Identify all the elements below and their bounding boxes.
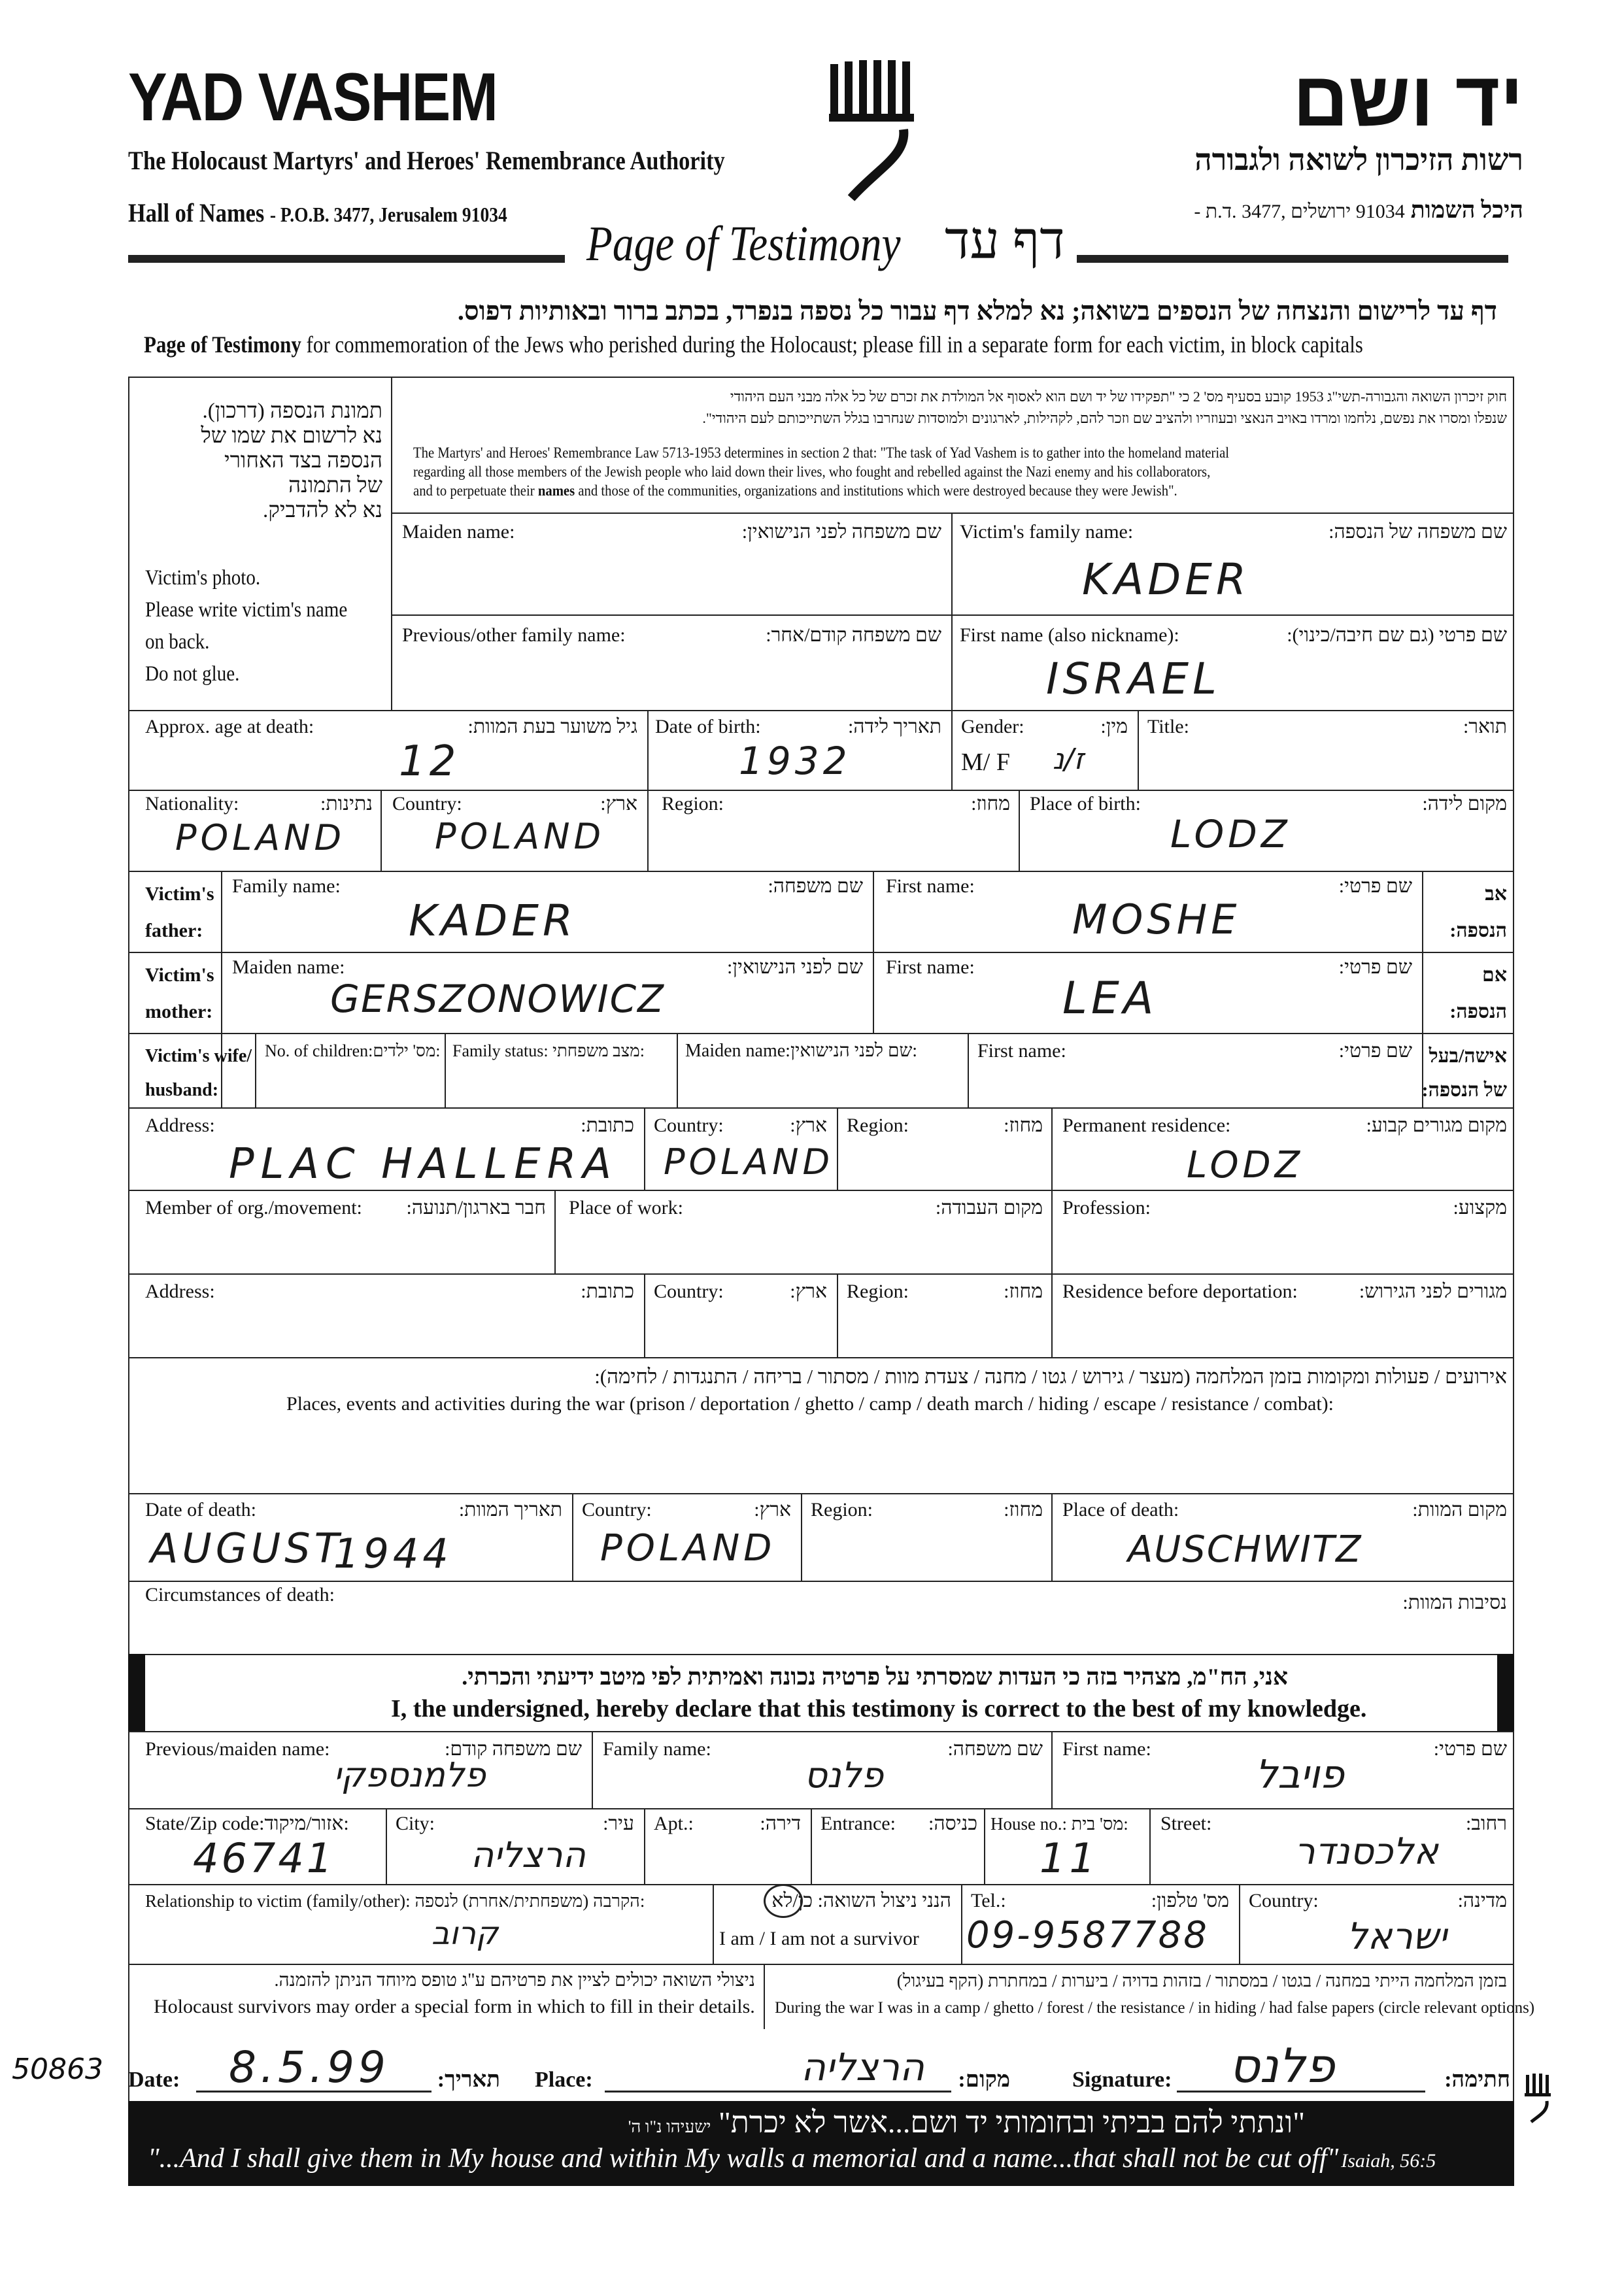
hall-of-names-he: [1072, 196, 1523, 224]
date-of-death-label: Date of death:: [145, 1499, 256, 1521]
death-region-label: Region:: [811, 1499, 873, 1521]
submitter-first-label-he: שם פרטי:: [1433, 1738, 1507, 1760]
maiden-name-label-he: שם משפחה לפני הנישואין:: [741, 521, 941, 543]
submitter-country-label-he: מדינה:: [1457, 1890, 1507, 1911]
profession-label-he: מקצוע:: [1453, 1197, 1507, 1219]
spouse-maiden-label: Maiden name:שם לפני הנישואין:: [685, 1041, 918, 1061]
photo-instructions-he: תמונת הנספה (דרכון). נא לרשום את שמו של הנספה בצד האחורי של התמונה נא לא להדביק.: [201, 399, 382, 522]
place-label-he: מקום:: [958, 2068, 1010, 2092]
nationality-label: Nationality:: [145, 793, 239, 815]
mother-label: Victim's mother:: [145, 964, 214, 1022]
date-label-he: תאריך:: [437, 2068, 500, 2092]
father-family-name[interactable]: KADER: [409, 896, 577, 946]
submitter-family-label-he: שם משפחה:: [947, 1738, 1043, 1760]
father-label-he: אב הנספה:: [1449, 883, 1507, 941]
member-label: Member of org./movement:: [145, 1197, 362, 1219]
victim-place-of-birth[interactable]: LODZ: [1170, 812, 1291, 856]
date-of-death-label-he: תאריך המוות:: [458, 1499, 562, 1521]
submitter-family-name[interactable]: פלנס: [804, 1755, 884, 1796]
tel-label-he: מס' טלפון:: [1151, 1890, 1229, 1911]
father-label: Victim's father:: [145, 883, 214, 941]
death-country[interactable]: POLAND: [600, 1527, 776, 1570]
submitter-relationship[interactable]: קרוב: [431, 1915, 498, 1952]
father-family-label: Family name:: [232, 875, 341, 897]
dob-label: Date of birth:: [655, 716, 761, 737]
apt-label: Apt.:: [654, 1813, 694, 1834]
deport-country-label: Country:: [654, 1281, 724, 1302]
children-label: No. of children:מס' ילדים:: [265, 1041, 441, 1060]
instructions-en-bold: Page of Testimony: [144, 331, 301, 358]
address-label-he: כתובת:: [581, 1115, 634, 1136]
submitter-house-no[interactable]: 11: [1040, 1834, 1099, 1882]
entrance-label-he: כניסה:: [928, 1813, 977, 1834]
deport-region-label-he: מחוז:: [1004, 1281, 1043, 1302]
address-label: Address:: [145, 1115, 215, 1136]
spouse-first-label-he: שם פרטי:: [1338, 1040, 1412, 1062]
victim-address[interactable]: PLAC HALLERA: [229, 1140, 618, 1188]
declaration-he: אני, הח"מ, מצהיר בזה כי העדות שמסרתי על פרטיה נכונה ואמיתית לפי מיטב ידיעתי והכרתי.: [462, 1664, 1288, 1690]
victim-first-name[interactable]: ISRAEL: [1046, 654, 1221, 704]
street-label: Street:: [1160, 1813, 1212, 1834]
mother-first-label: First name:: [886, 956, 975, 978]
org-subtitle-en: The Holocaust Martyrs' and Heroes' Remembrance Authority: [128, 146, 725, 175]
submitter-city[interactable]: הרצליה: [471, 1834, 586, 1875]
submitter-prev-name-label-he: שם משפחה קודם:: [445, 1738, 582, 1760]
pob-label-he: 91034 ירושלים ,3477 .ד.ת -: [1194, 201, 1405, 222]
country-label: Country:: [392, 793, 462, 815]
survivor-form-note-he: ניצולי השואה יכולים לציין את פרטיהם ע"ג טופס מיוחד הניתן להזמנה.: [274, 1970, 755, 1991]
address-country-label: Country:: [654, 1115, 724, 1136]
survivor-label: I am / I am not a survivor: [719, 1928, 919, 1949]
permanent-residence-label-he: מקום מגורים קבוע:: [1366, 1115, 1507, 1136]
victim-address-country[interactable]: POLAND: [664, 1141, 834, 1183]
submitter-tel[interactable]: 09-9587788: [966, 1914, 1209, 1957]
tel-label: Tel.:: [971, 1890, 1006, 1911]
footer-quote-he: "ונתתי להם בביתי ובחומותי יד ושם...אשר לא יכרת" ישעיהו נ"ו ה': [628, 2106, 1305, 2139]
zip-label: State/Zip code:אזור/מיקוד:: [145, 1813, 349, 1834]
relationship-label: Relationship to victim (family/other): הקרבה (משפחתית/אחרת) לנספה:: [145, 1891, 645, 1911]
page-title-en: Page of Testimony: [586, 216, 901, 271]
signature[interactable]: פלנס: [1229, 2038, 1335, 2093]
region-label-he: מחוז:: [971, 793, 1010, 815]
place-of-death[interactable]: AUSCHWITZ: [1128, 1528, 1362, 1571]
org-name-he: יד ושם: [1293, 56, 1523, 143]
place-of-death-label: Place of death:: [1062, 1499, 1179, 1521]
declaration-band-left: [128, 1654, 145, 1731]
submitter-country-label: Country:: [1249, 1890, 1319, 1911]
war-status-note-he: בזמן המלחמה הייתי במחנה / בגטו / במסתור / בזהות בדויה / ביערות / במחתרת (הקף בעיגול): [896, 1971, 1507, 1991]
war-status-note: During the war I was in a camp / ghetto / forest / the resistance / in hiding / had false papers (circle relevant options): [775, 1999, 1535, 2017]
gender-options: M/ F: [961, 748, 1010, 776]
address-region-label: Region:: [847, 1115, 909, 1136]
city-label-he: עיר:: [603, 1813, 634, 1834]
victim-age[interactable]: 12: [399, 737, 460, 786]
org-subtitle-he: רשות הזיכרון לשואה ולגבורה: [1194, 143, 1523, 176]
previous-name-label: Previous/other family name:: [402, 624, 626, 646]
survivor-circle[interactable]: [764, 1884, 803, 1918]
mother-first-name[interactable]: LEA: [1062, 973, 1158, 1024]
entrance-label: Entrance:: [820, 1813, 896, 1834]
instructions-he: דף עד לרישום והנצחה של הנספים בשואה; נא למלא דף עבור כל נספה בנפרד, בכתב ברור ובאותיות דפוס.: [457, 296, 1497, 326]
region-label: Region:: [662, 793, 724, 815]
age-label-he: גיל משוער בעת המוות:: [467, 716, 637, 737]
spouse-first-label: First name:: [977, 1040, 1066, 1062]
mother-maiden-name[interactable]: GERSZONOWICZ: [330, 977, 665, 1021]
deport-region-label: Region:: [847, 1281, 909, 1302]
page-title-he: דף עד: [945, 212, 1065, 270]
date-label: Date:: [128, 2068, 180, 2092]
address-region-label-he: מחוז:: [1004, 1115, 1043, 1136]
margin-number: 50863: [12, 2053, 103, 2086]
family-name-label-he: שם משפחה של הנספה:: [1328, 521, 1507, 543]
father-family-label-he: שם משפחה:: [768, 875, 863, 897]
survivor-label-he: הנני ניצול השואה: כן/לא: [771, 1890, 951, 1911]
footer-quote-en: "...And I shall give them in My house and within My walls a memorial and a name...that shall not be cut off" Isaiah, 56:5: [148, 2143, 1436, 2174]
victim-country[interactable]: POLAND: [435, 816, 605, 857]
place-of-death-label-he: מקום המוות:: [1412, 1499, 1507, 1521]
instructions-en-rest: for commemoration of the Jews who perished during the Holocaust; please fill in a separate form for each victim, in block capitals: [306, 331, 1363, 358]
nationality-label-he: נתינות:: [320, 793, 373, 815]
signature-label-he: חתימה:: [1444, 2068, 1510, 2092]
victim-dob[interactable]: 1932: [739, 739, 851, 783]
footer-menorah-icon: [1523, 2072, 1556, 2125]
father-first-label: First name:: [886, 875, 975, 897]
law-text-he: חוק זיכרון השואה והגבורה-תשי"ג 1953 קובע בסעיף מס' 2 כי "תפקידו של יד ושם הוא לאסוף אל המולדת את זכרם של כל אלה מבני העם היהודי שנפלו ומסרו את נפשם, נלחמו ומרדו באויב הנאצי ובעוזריו ולהציב שם וזכר להם, לקהילות, לארגונים ולמוסדות שנחרבו בגלל השתייכותם לעם היהודי".: [702, 388, 1507, 426]
war-events-label-he: אירועים / פעולות ומקומות בזמן המלחמה (מעצר / גירוש / גטו / מחנה / צעדת מוות / מסתור / בריחה / התנגדות / לחימה):: [594, 1365, 1507, 1388]
country-label-he: ארץ:: [600, 793, 637, 815]
yad-vashem-menorah-logo: [825, 58, 923, 205]
submitter-first-name[interactable]: פויבל: [1255, 1752, 1345, 1798]
org-name-en: YAD VASHEM: [128, 59, 498, 135]
signature-label: Signature:: [1072, 2068, 1172, 2092]
house-no-label: House no.: מס' בית:: [990, 1814, 1128, 1834]
maiden-name-label: Maiden name:: [402, 521, 515, 543]
death-country-label-he: ארץ:: [754, 1499, 791, 1521]
gender-mark[interactable]: ז/נ: [1053, 743, 1084, 776]
address-country-label-he: ארץ:: [790, 1115, 827, 1136]
law-text-en: The Martyrs' and Heroes' Remembrance Law 5713-1953 determines in section 2 that: "The task of Yad Vashem is to gather into the homeland material regarding all those members of the Jewish people who laid down their lives, who fought and rebelled against the Nazi enemy and his collaborators, and to perpetuate their names and those of the communities, organizations and institutions which were destroyed because they were Jewish".: [413, 445, 1230, 499]
family-status-label: Family status: מצב משפחתי:: [452, 1041, 645, 1060]
spouse-label: Victim's wife/ husband:: [145, 1046, 252, 1100]
death-year[interactable]: 1944: [333, 1530, 452, 1577]
street-label-he: רחוב:: [1466, 1813, 1507, 1834]
photo-instructions-en: Victim's photo. Please write victim's name on back. Do not glue.: [145, 566, 348, 686]
declaration-en: I, the undersigned, hereby declare that this testimony is correct to the best of my knowledge.: [391, 1695, 1367, 1723]
father-first-label-he: שם פרטי:: [1338, 875, 1412, 897]
residence-before-deportation-label: Residence before deportation:: [1062, 1281, 1298, 1302]
deport-address-label: Address:: [145, 1281, 215, 1302]
previous-name-label-he: שם משפחה קודם/אחר:: [766, 624, 941, 646]
instructions-en: [144, 331, 1363, 358]
hall-of-names-en: [128, 197, 507, 228]
deport-country-label-he: ארץ:: [790, 1281, 827, 1302]
city-label: City:: [396, 1813, 435, 1834]
place-label: Place:: [535, 2068, 593, 2092]
place-of-birth-label: Place of birth:: [1030, 793, 1141, 815]
circumstances-label: Circumstances of death:: [145, 1584, 335, 1605]
submitter-first-label: First name:: [1062, 1738, 1151, 1760]
title-label-he: תואר:: [1463, 716, 1507, 737]
submitter-prev-name-label: Previous/maiden name:: [145, 1738, 330, 1760]
submitter-zip[interactable]: 46741: [193, 1834, 335, 1882]
footer-quote-band: [128, 2101, 1514, 2186]
declaration-band-right: [1497, 1654, 1514, 1731]
gender-label: Gender:: [961, 716, 1024, 737]
apt-label-he: דירה:: [760, 1813, 801, 1834]
father-first-name[interactable]: MOSHE: [1072, 896, 1241, 943]
work-label: Place of work:: [569, 1197, 683, 1219]
dob-label-he: תאריך לידה:: [847, 716, 941, 737]
submitter-street[interactable]: אלכסנדר: [1294, 1830, 1438, 1873]
profession-label: Profession:: [1062, 1197, 1151, 1219]
work-label-he: מקום העבודה:: [935, 1197, 1043, 1219]
deport-address-label-he: כתובת:: [581, 1281, 634, 1302]
submitter-country[interactable]: ישראל: [1347, 1915, 1447, 1958]
victim-nationality[interactable]: POLAND: [175, 817, 346, 858]
hall-label-en: Hall of Names: [128, 198, 265, 227]
first-name-label-he: שם פרטי (גם שם חיבה/כינוי):: [1287, 624, 1507, 646]
mother-first-label-he: שם פרטי:: [1338, 956, 1412, 978]
submission-place[interactable]: הרצליה: [801, 2045, 924, 2089]
member-label-he: חבר בארגון/תנועה:: [406, 1197, 546, 1219]
family-name-label: Victim's family name:: [960, 521, 1134, 543]
place-of-birth-label-he: מקום לידה:: [1422, 793, 1507, 815]
death-region-label-he: מחוז:: [1004, 1499, 1043, 1521]
gender-label-he: מין:: [1100, 716, 1128, 737]
permanent-residence-label: Permanent residence:: [1062, 1115, 1231, 1136]
mother-maiden-label-he: שם לפני הנישואין:: [727, 956, 863, 978]
age-label: Approx. age at death:: [145, 716, 314, 737]
war-events-label: Places, events and activities during the war (prison / deportation / ghetto / camp / death march / hiding / escape / resistance / combat):: [286, 1393, 1334, 1415]
pob-label-en: - P.O.B. 3477, Jerusalem 91034: [269, 203, 507, 226]
hall-label-he: היכל השמות: [1410, 197, 1523, 223]
mother-label-he: אם הנספה:: [1449, 964, 1507, 1022]
submitter-family-label: Family name:: [603, 1738, 711, 1760]
death-country-label: Country:: [582, 1499, 652, 1521]
victim-family-name[interactable]: KADER: [1082, 554, 1250, 605]
circumstances-label-he: נסיבות המוות:: [1402, 1592, 1507, 1613]
title-label: Title:: [1147, 716, 1189, 737]
survivor-form-note: Holocaust survivors may order a special form in which to fill in their details.: [154, 1996, 755, 2017]
residence-before-deportation-label-he: מגורים לפני הגירוש:: [1359, 1281, 1507, 1302]
first-name-label: First name (also nickname):: [960, 624, 1179, 646]
spouse-label-he: אישה/בעל של הנספה:: [1421, 1045, 1507, 1101]
submission-date[interactable]: 8.5.99: [229, 2042, 390, 2093]
submitter-prev-name[interactable]: פלמנספקי: [333, 1756, 486, 1795]
mother-maiden-label: Maiden name:: [232, 956, 345, 978]
death-month[interactable]: AUGUST: [150, 1524, 343, 1572]
victim-permanent-residence[interactable]: LODZ: [1187, 1144, 1304, 1186]
